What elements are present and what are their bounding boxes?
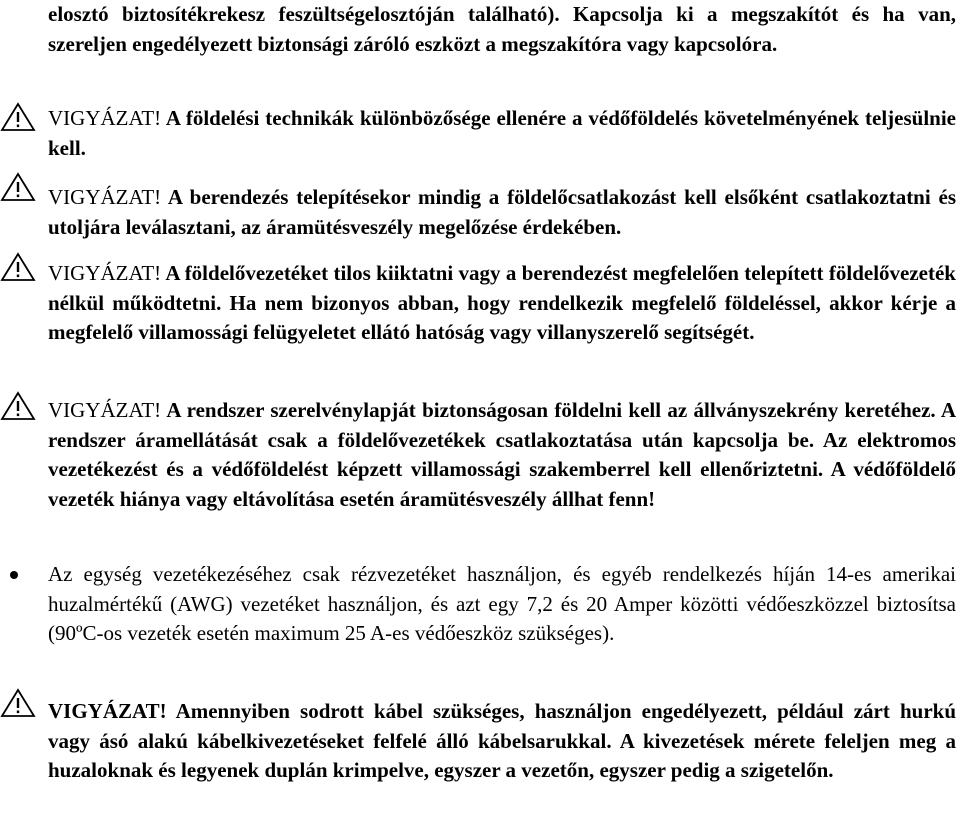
warning-4-text: A rendszer szerelvénylapját biztonságosan földelni kell az állványszekrény keretéhez. A rendszer áramellátását csak a földelővezetékek csatlakoztatása után kapcsolja be. Az elektromos vezetékezést és a védőföldelést képzett villamossági szakemberrel kell ellenőriztetni. A védőföldelő vezeték hiánya vagy eltávolítása esetén áramütésveszély állhat fenn! [48, 398, 957, 511]
warning-1-text: A földelési technikák különbözősége ellenére a védőföldelés követelményének teljesülnie kell. [48, 106, 956, 160]
intro-paragraph [48, 0, 956, 59]
bullet-paragraph-text: Az egység vezetékezéséhez csak rézvezetéket használjon, és egyéb rendelkezés híján 14-es amerikai huzalmértékű (AWG) vezetéket használjon, és azt egy 7,2 és 20 Amper közötti védőeszközzel biztosítsa (90ºC-os vezeték esetén maximum 25 A-es védőeszköz szükséges). [48, 562, 956, 645]
warning-3-label: VIGYÁZAT! [48, 261, 162, 285]
bullet-point [10, 571, 18, 579]
intro-paragraph-text: elosztó biztosítékrekesz feszültségelosztóján található). Kapcsolja ki a megszakítót és ha van, szereljen engedélyezett biztonsági záróló eszközt a megszakítóra vagy kapcsolóra. [48, 2, 956, 56]
warning-triangle-icon [0, 102, 36, 132]
warning-5 [48, 697, 956, 786]
warning-4 [48, 396, 956, 514]
warning-triangle-icon [0, 391, 36, 421]
warning-5-text: Amennyiben sodrott kábel szükséges, használjon engedélyezett, például zárt hurkú vagy ásó alakú kábelkivezetéseket felfelé álló kábelsarukkal. A kivezetések mérete feleljen meg a huzaloknak és legyenek duplán krimpelve, egyszer a vezetőn, egyszer pedig a szigetelőn. [48, 699, 957, 782]
warning-2-label: VIGYÁZAT! [48, 185, 162, 209]
warning-2-text: A berendezés telepítésekor mindig a földelőcsatlakozást kell elsőként csatlakoztatni és utoljára leválasztani, az áramütésveszély megelőzése érdekében. [48, 185, 957, 239]
warning-4-label: VIGYÁZAT! [48, 398, 162, 422]
warning-3 [48, 259, 956, 348]
warning-triangle-icon [0, 688, 36, 718]
warning-1-label: VIGYÁZAT! [48, 106, 162, 130]
warning-2 [48, 183, 956, 242]
warning-triangle-icon [0, 172, 36, 202]
warning-3-text: A földelővezetéket tilos kiiktatni vagy a berendezést megfelelően telepített földelővezeték nélkül működtetni. Ha nem bizonyos abban, hogy rendelkezik megfelelő földeléssel, akkor kérje a megfelelő villamossági felügyeletet ellátó hatóság vagy villanyszerelő segítségét. [48, 261, 956, 344]
warning-5-label: VIGYÁZAT! [48, 699, 167, 723]
warning-triangle-icon [0, 252, 36, 282]
bullet-paragraph [48, 560, 956, 649]
warning-1 [48, 104, 956, 163]
